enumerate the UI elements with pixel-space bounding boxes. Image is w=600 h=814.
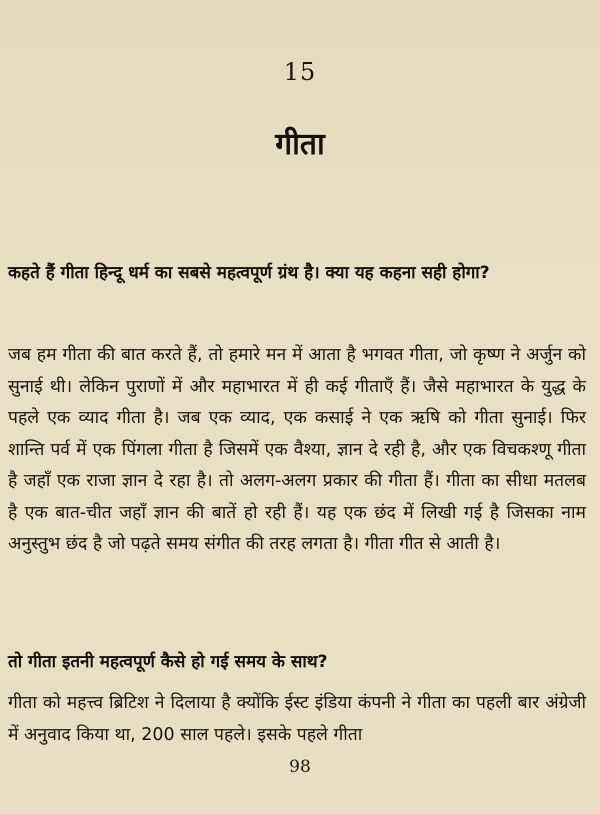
answer-paragraph: जब हम गीता की बात करते हैं, तो हमारे मन में आता है भगवत गीता, जो कृष्ण ने अर्जुन को सुनाई थी। लेकिन पुराणों में और महाभारत में ही कई गीताएँ हैं। जैसे महाभारत के युद्ध के पहले एक व्याद गीता है। जब एक व्याद, एक कसाई ने एक ऋषि को गीता सुनाई। फिर शान्ति पर्व में एक पिंगला गीता है जिसमें एक वैश्या, ज्ञान दे रही है, और एक विचकश्णू गीता है जहाँ एक राजा ज्ञान दे रहा है। तो अलग-अलग प्रकार की गीता हैं। गीता का सीधा मतलब है एक बात-चीत जहाँ ज्ञान की बातें हो रही हैं। यह एक छंद में लिखी गई है जिसका नाम अनुस्तुभ छंद है जो पढ़ते समय संगीत की तरह लगता है। गीता गीत से आती है। [8,345,586,554]
question-heading: कहते हैं गीता हिन्दू धर्म का सबसे महत्वपूर्ण ग्रंथ है। क्या यह कहना सही होगा? [8,263,490,283]
answer-paragraph: गीता को महत्त्व ब्रिटिश ने दिलाया है क्योंकि ईस्ट इंडिया कंपनी ने गीता का पहली बार अंग्रेजी में अनुवाद किया था, 200 साल पहले। इसके पहले गीता [8,693,586,745]
page-number: 98 [289,757,311,777]
question-heading: तो गीता इतनी महत्वपूर्ण कैसे हो गई समय के साथ? [8,652,328,672]
chapter-number: 15 [283,58,317,86]
chapter-title: गीता [275,127,325,162]
